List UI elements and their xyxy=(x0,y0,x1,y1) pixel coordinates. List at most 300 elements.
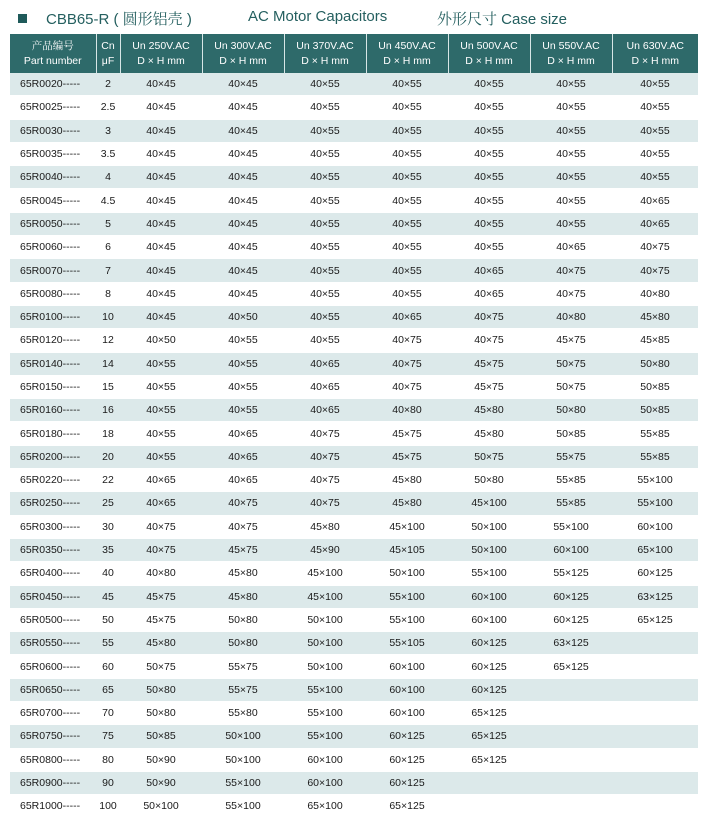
case-size-cell: 40×65 xyxy=(284,399,366,422)
case-size-cell: 65×125 xyxy=(612,608,698,631)
capacitance-cell: 2.5 xyxy=(96,96,120,119)
case-size-cell: 40×55 xyxy=(448,96,530,119)
case-size-cell: 63×125 xyxy=(530,632,612,655)
case-size-cell: 60×100 xyxy=(612,515,698,538)
case-size-cell: 45×75 xyxy=(202,538,284,561)
voltage-label: Un 370V.AC xyxy=(296,39,354,52)
case-size-cell: 55×100 xyxy=(612,492,698,515)
case-size-cell: 40×55 xyxy=(284,282,366,305)
case-size-cell: 40×55 xyxy=(530,212,612,235)
part-number-cell: 65R0220----- xyxy=(10,469,96,492)
capacitance-cell: 22 xyxy=(96,469,120,492)
part-number-cell: 65R0050----- xyxy=(10,212,96,235)
case-size-cell xyxy=(612,702,698,725)
case-size-cell: 40×55 xyxy=(284,166,366,189)
dims-label: D × H mm xyxy=(631,54,680,67)
case-size-cell xyxy=(448,795,530,818)
case-size-cell: 45×80 xyxy=(366,469,448,492)
part-number-cell: 65R0140----- xyxy=(10,352,96,375)
case-size-cell: 40×55 xyxy=(284,73,366,96)
case-size-cell: 45×80 xyxy=(120,632,202,655)
header-part-en: Part number xyxy=(23,54,82,67)
table-row xyxy=(10,469,698,492)
case-size-cell: 60×125 xyxy=(612,562,698,585)
case-size-cell: 40×75 xyxy=(530,282,612,305)
case-size-cell xyxy=(612,771,698,794)
capacitance-cell: 4 xyxy=(96,166,120,189)
case-size-cell: 40×55 xyxy=(530,73,612,96)
case-size-cell: 55×100 xyxy=(366,585,448,608)
part-number-cell: 65R0040----- xyxy=(10,166,96,189)
case-size-cell: 55×100 xyxy=(530,515,612,538)
table-row xyxy=(10,725,698,748)
part-number-cell: 65R0020----- xyxy=(10,73,96,96)
case-size-cell: 40×55 xyxy=(530,96,612,119)
part-number-cell: 65R0800----- xyxy=(10,748,96,771)
table-row xyxy=(10,189,698,212)
capacitance-cell: 35 xyxy=(96,538,120,561)
table-row xyxy=(10,492,698,515)
voltage-label: Un 450V.AC xyxy=(378,39,436,52)
case-size-cell: 60×100 xyxy=(366,702,448,725)
header-voltage-300 xyxy=(202,34,284,73)
case-size-cell: 45×80 xyxy=(202,562,284,585)
table-row xyxy=(10,515,698,538)
case-size-cell: 40×55 xyxy=(366,142,448,165)
part-number-cell: 65R0200----- xyxy=(10,445,96,468)
case-size-cell xyxy=(612,655,698,678)
case-size-cell: 40×75 xyxy=(202,515,284,538)
case-size-cell: 50×100 xyxy=(202,725,284,748)
part-number-cell: 65R0025----- xyxy=(10,96,96,119)
case-size-cell: 40×55 xyxy=(530,142,612,165)
case-size-cell: 45×105 xyxy=(366,538,448,561)
capacitance-cell: 6 xyxy=(96,236,120,259)
capacitance-cell: 18 xyxy=(96,422,120,445)
case-size-cell: 40×65 xyxy=(448,282,530,305)
case-size-cell: 40×45 xyxy=(202,212,284,235)
part-number-cell: 65R0350----- xyxy=(10,538,96,561)
table-row xyxy=(10,352,698,375)
case-size-cell: 50×100 xyxy=(284,655,366,678)
case-size-cell: 40×55 xyxy=(120,399,202,422)
case-size-cell: 40×65 xyxy=(612,189,698,212)
capacitance-cell: 65 xyxy=(96,678,120,701)
part-number-cell: 65R0070----- xyxy=(10,259,96,282)
case-size-cell: 40×65 xyxy=(202,422,284,445)
table-row xyxy=(10,678,698,701)
case-size-cell: 40×55 xyxy=(366,212,448,235)
case-size-cell: 40×65 xyxy=(120,469,202,492)
table-row xyxy=(10,96,698,119)
case-size-cell: 45×80 xyxy=(284,515,366,538)
header-voltage-370 xyxy=(284,34,366,73)
table-row xyxy=(10,655,698,678)
case-size-cell: 65×125 xyxy=(448,702,530,725)
table-row xyxy=(10,608,698,631)
case-size-cell: 50×85 xyxy=(612,399,698,422)
table-row xyxy=(10,445,698,468)
case-size-cell: 40×75 xyxy=(366,352,448,375)
case-size-cell: 45×100 xyxy=(448,492,530,515)
case-size-cell: 50×90 xyxy=(120,748,202,771)
header-cn: Cn xyxy=(101,39,115,52)
case-size-cell: 40×65 xyxy=(284,352,366,375)
case-size-cell: 60×125 xyxy=(448,678,530,701)
part-number-cell: 65R0750----- xyxy=(10,725,96,748)
case-size-cell: 65×100 xyxy=(284,795,366,818)
part-number-cell: 65R0900----- xyxy=(10,771,96,794)
case-size-cell: 40×80 xyxy=(530,305,612,328)
case-size-cell: 45×100 xyxy=(284,562,366,585)
case-size-cell: 45×75 xyxy=(448,352,530,375)
header-voltage-630 xyxy=(612,34,698,73)
case-size-cell: 40×55 xyxy=(202,329,284,352)
case-size-cell: 50×100 xyxy=(284,632,366,655)
case-size-cell: 40×55 xyxy=(612,73,698,96)
table-row xyxy=(10,422,698,445)
case-size-cell: 40×55 xyxy=(120,375,202,398)
part-number-cell: 65R0250----- xyxy=(10,492,96,515)
part-number-cell: 65R0100----- xyxy=(10,305,96,328)
case-size-cell: 40×45 xyxy=(202,96,284,119)
header-voltage-550 xyxy=(530,34,612,73)
case-size-cell: 65×100 xyxy=(612,538,698,561)
case-size-cell: 55×80 xyxy=(202,702,284,725)
case-size-cell: 60×100 xyxy=(284,771,366,794)
capacitance-cell: 4.5 xyxy=(96,189,120,212)
case-size-cell: 40×75 xyxy=(448,305,530,328)
header-part-cn: 产品编号 xyxy=(31,39,74,52)
case-size-cell: 40×75 xyxy=(366,375,448,398)
case-size-cell: 40×45 xyxy=(120,73,202,96)
case-size-cell: 40×55 xyxy=(366,119,448,142)
case-size-cell: 50×100 xyxy=(448,515,530,538)
case-size-cell: 40×55 xyxy=(530,119,612,142)
table-body xyxy=(10,73,698,818)
table-row xyxy=(10,259,698,282)
case-size-cell: 40×65 xyxy=(120,492,202,515)
capacitance-cell: 16 xyxy=(96,399,120,422)
case-size-cell: 45×80 xyxy=(612,305,698,328)
table-row xyxy=(10,632,698,655)
case-size-cell: 55×85 xyxy=(612,445,698,468)
case-size-cell: 40×55 xyxy=(366,166,448,189)
case-size-cell: 55×75 xyxy=(202,655,284,678)
case-size-cell: 40×55 xyxy=(202,375,284,398)
case-size-cell: 40×55 xyxy=(448,189,530,212)
capacitance-cell: 7 xyxy=(96,259,120,282)
case-size-cell: 40×55 xyxy=(284,305,366,328)
part-number-cell: 65R0035----- xyxy=(10,142,96,165)
case-size-cell: 50×85 xyxy=(120,725,202,748)
case-size-cell: 40×65 xyxy=(530,236,612,259)
case-size-cell xyxy=(530,771,612,794)
case-size-cell: 40×55 xyxy=(120,352,202,375)
part-number-cell: 65R0650----- xyxy=(10,678,96,701)
case-size-table xyxy=(10,34,698,819)
case-size-cell: 40×45 xyxy=(120,305,202,328)
case-size-cell: 40×55 xyxy=(284,259,366,282)
table-row xyxy=(10,748,698,771)
case-size-cell: 40×45 xyxy=(202,73,284,96)
case-size-cell: 45×80 xyxy=(202,585,284,608)
english-title: AC Motor Capacitors xyxy=(248,8,388,25)
case-size-cell: 50×75 xyxy=(530,375,612,398)
case-size-cell: 60×100 xyxy=(448,608,530,631)
table-row xyxy=(10,142,698,165)
case-size-cell: 40×55 xyxy=(448,236,530,259)
case-size-cell: 40×55 xyxy=(612,96,698,119)
part-number-cell: 65R0700----- xyxy=(10,702,96,725)
part-number-cell: 65R1000----- xyxy=(10,795,96,818)
case-size-cell xyxy=(530,678,612,701)
case-size-cell: 50×100 xyxy=(284,608,366,631)
case-size-cell: 40×45 xyxy=(120,96,202,119)
case-size-cell: 55×100 xyxy=(448,562,530,585)
table-row xyxy=(10,329,698,352)
case-size-cell: 40×55 xyxy=(448,166,530,189)
capacitance-cell: 12 xyxy=(96,329,120,352)
capacitance-cell: 20 xyxy=(96,445,120,468)
table-row xyxy=(10,282,698,305)
case-size-cell: 60×100 xyxy=(366,655,448,678)
case-size-cell: 40×55 xyxy=(284,212,366,235)
case-size-cell: 45×75 xyxy=(366,422,448,445)
case-size-cell: 50×80 xyxy=(530,399,612,422)
header-voltage-500 xyxy=(448,34,530,73)
case-size-cell: 55×100 xyxy=(612,469,698,492)
case-size-cell xyxy=(530,795,612,818)
case-size-cell: 40×55 xyxy=(448,212,530,235)
case-size-cell: 40×45 xyxy=(202,189,284,212)
capacitance-cell: 90 xyxy=(96,771,120,794)
table-row xyxy=(10,119,698,142)
header-row xyxy=(10,34,698,73)
part-number-cell: 65R0045----- xyxy=(10,189,96,212)
case-size-cell: 50×80 xyxy=(448,469,530,492)
case-size-cell: 40×45 xyxy=(120,119,202,142)
case-size-cell: 40×55 xyxy=(366,282,448,305)
case-size-cell: 40×45 xyxy=(202,166,284,189)
case-size-cell: 40×55 xyxy=(448,73,530,96)
case-size-cell: 40×75 xyxy=(284,492,366,515)
case-size-cell: 45×75 xyxy=(448,375,530,398)
capacitance-cell: 3.5 xyxy=(96,142,120,165)
case-size-cell xyxy=(612,678,698,701)
case-size-cell: 40×50 xyxy=(202,305,284,328)
case-size-cell: 60×125 xyxy=(530,585,612,608)
dims-label: D × H mm xyxy=(547,54,595,67)
capacitance-cell: 2 xyxy=(96,73,120,96)
part-number-cell: 65R0180----- xyxy=(10,422,96,445)
part-number-cell: 65R0300----- xyxy=(10,515,96,538)
case-size-cell: 40×55 xyxy=(284,329,366,352)
voltage-label: Un 630V.AC xyxy=(626,39,684,52)
dims-label: D × H mm xyxy=(137,54,185,67)
case-size-cell: 55×85 xyxy=(530,469,612,492)
case-size-cell: 45×80 xyxy=(448,422,530,445)
case-size-cell: 65×125 xyxy=(366,795,448,818)
capacitance-cell: 8 xyxy=(96,282,120,305)
title-bar xyxy=(0,0,706,34)
dims-label: D × H mm xyxy=(301,54,349,67)
case-size-cell: 40×75 xyxy=(366,329,448,352)
capacitance-cell: 5 xyxy=(96,212,120,235)
case-size-cell: 50×80 xyxy=(120,678,202,701)
case-size-cell: 40×50 xyxy=(120,329,202,352)
case-size-cell: 63×125 xyxy=(612,585,698,608)
capacitance-cell: 45 xyxy=(96,585,120,608)
header-capacitance xyxy=(96,34,120,73)
dims-label: D × H mm xyxy=(219,54,267,67)
case-size-cell: 50×75 xyxy=(530,352,612,375)
case-size-cell: 40×80 xyxy=(120,562,202,585)
case-size-cell: 60×100 xyxy=(448,585,530,608)
case-size-cell: 40×65 xyxy=(366,305,448,328)
case-size-cell: 40×80 xyxy=(366,399,448,422)
case-size-cell xyxy=(612,748,698,771)
case-size-cell: 45×100 xyxy=(284,585,366,608)
case-size-cell: 45×75 xyxy=(120,608,202,631)
capacitance-cell: 10 xyxy=(96,305,120,328)
case-size-cell: 40×55 xyxy=(202,352,284,375)
capacitance-cell: 15 xyxy=(96,375,120,398)
case-size-cell: 50×80 xyxy=(202,632,284,655)
case-size-cell: 50×100 xyxy=(202,748,284,771)
capacitance-cell: 70 xyxy=(96,702,120,725)
case-size-cell: 60×125 xyxy=(448,655,530,678)
dims-label: D × H mm xyxy=(383,54,431,67)
case-size-cell: 40×55 xyxy=(366,236,448,259)
case-size-cell xyxy=(530,748,612,771)
case-size-cell: 40×75 xyxy=(284,445,366,468)
table-row xyxy=(10,166,698,189)
capacitance-cell: 50 xyxy=(96,608,120,631)
table-row xyxy=(10,795,698,818)
part-number-cell: 65R0550----- xyxy=(10,632,96,655)
case-size-title: 外形尺寸 Case size xyxy=(437,11,568,28)
case-size-cell: 50×100 xyxy=(366,562,448,585)
case-size-cell: 40×55 xyxy=(284,142,366,165)
case-size-cell: 40×75 xyxy=(120,515,202,538)
case-size-cell: 40×75 xyxy=(284,422,366,445)
case-size-cell: 40×55 xyxy=(366,73,448,96)
case-size-cell: 40×45 xyxy=(120,282,202,305)
case-size-cell: 40×45 xyxy=(120,189,202,212)
table-row xyxy=(10,212,698,235)
case-size-cell xyxy=(448,771,530,794)
case-size-cell: 40×45 xyxy=(202,142,284,165)
capacitance-cell: 30 xyxy=(96,515,120,538)
case-size-cell: 40×45 xyxy=(120,166,202,189)
case-size-cell: 50×100 xyxy=(448,538,530,561)
case-size-cell xyxy=(530,725,612,748)
capacitance-cell: 80 xyxy=(96,748,120,771)
case-size-cell: 40×55 xyxy=(202,399,284,422)
table-row xyxy=(10,236,698,259)
case-size-cell: 45×75 xyxy=(120,585,202,608)
case-size-cell: 50×85 xyxy=(530,422,612,445)
part-number-cell: 65R0450----- xyxy=(10,585,96,608)
case-size-cell: 40×45 xyxy=(120,212,202,235)
case-size-cell: 40×55 xyxy=(284,96,366,119)
case-size-cell: 65×125 xyxy=(448,748,530,771)
table-row xyxy=(10,702,698,725)
case-size-cell xyxy=(530,702,612,725)
capacitance-cell: 25 xyxy=(96,492,120,515)
case-size-cell: 50×75 xyxy=(120,655,202,678)
case-size-cell: 50×80 xyxy=(202,608,284,631)
case-size-cell: 55×100 xyxy=(284,678,366,701)
header-voltage-450 xyxy=(366,34,448,73)
case-size-cell: 40×55 xyxy=(530,189,612,212)
case-size-cell: 40×55 xyxy=(120,422,202,445)
header-cn-unit: μF xyxy=(101,54,115,67)
case-size-cell: 40×75 xyxy=(202,492,284,515)
capacitance-cell: 60 xyxy=(96,655,120,678)
case-size-cell: 40×75 xyxy=(284,469,366,492)
part-number-cell: 65R0160----- xyxy=(10,399,96,422)
case-size-cell: 65×125 xyxy=(530,655,612,678)
voltage-label: Un 500V.AC xyxy=(460,39,518,52)
case-size-cell: 60×125 xyxy=(366,725,448,748)
case-size-cell: 40×55 xyxy=(448,119,530,142)
part-number-cell: 65R0080----- xyxy=(10,282,96,305)
case-size-cell: 45×80 xyxy=(448,399,530,422)
capacitance-cell: 40 xyxy=(96,562,120,585)
case-size-cell: 40×55 xyxy=(612,142,698,165)
case-size-cell: 60×125 xyxy=(366,748,448,771)
case-size-cell: 50×85 xyxy=(612,375,698,398)
case-size-cell: 65×125 xyxy=(448,725,530,748)
table-row xyxy=(10,305,698,328)
case-size-cell: 40×65 xyxy=(284,375,366,398)
model-title: CBB65-R ( 圆形铝壳 ) xyxy=(46,11,192,28)
case-size-cell: 50×100 xyxy=(120,795,202,818)
case-size-cell: 50×80 xyxy=(120,702,202,725)
capacitance-cell: 75 xyxy=(96,725,120,748)
case-size-cell: 55×75 xyxy=(530,445,612,468)
case-size-cell: 40×55 xyxy=(366,259,448,282)
part-number-cell: 65R0120----- xyxy=(10,329,96,352)
case-size-cell: 45×80 xyxy=(366,492,448,515)
part-number-cell: 65R0030----- xyxy=(10,119,96,142)
case-size-cell: 55×100 xyxy=(366,608,448,631)
case-size-cell: 40×65 xyxy=(612,212,698,235)
case-size-cell: 55×125 xyxy=(530,562,612,585)
case-size-cell xyxy=(612,632,698,655)
case-size-cell: 55×100 xyxy=(202,795,284,818)
case-size-cell: 50×80 xyxy=(612,352,698,375)
part-number-cell: 65R0500----- xyxy=(10,608,96,631)
voltage-label: Un 250V.AC xyxy=(132,39,190,52)
dims-label: D × H mm xyxy=(465,54,513,67)
case-size-cell: 40×45 xyxy=(120,142,202,165)
case-size-cell: 45×85 xyxy=(612,329,698,352)
case-size-cell: 40×45 xyxy=(120,259,202,282)
table-row xyxy=(10,73,698,96)
capacitance-cell: 100 xyxy=(96,795,120,818)
part-number-cell: 65R0150----- xyxy=(10,375,96,398)
voltage-label: Un 550V.AC xyxy=(542,39,600,52)
case-size-cell: 40×65 xyxy=(202,469,284,492)
case-size-cell: 40×45 xyxy=(202,282,284,305)
case-size-cell: 40×45 xyxy=(202,236,284,259)
case-size-cell: 60×125 xyxy=(530,608,612,631)
case-size-cell: 45×75 xyxy=(530,329,612,352)
case-size-cell: 55×75 xyxy=(202,678,284,701)
